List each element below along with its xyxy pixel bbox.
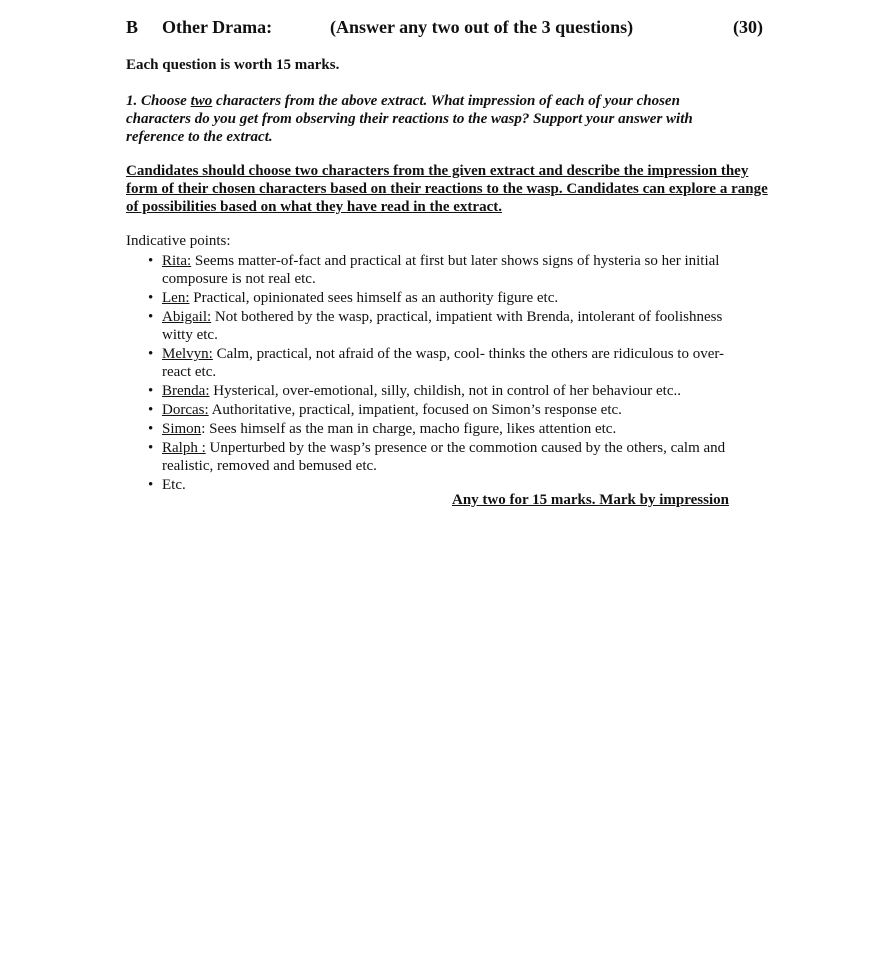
- bullet-icon: •: [148, 309, 154, 325]
- question-emphasis: two: [190, 93, 213, 109]
- character-impression: Practical, opinionated sees himself as an authority figure etc.: [189, 290, 559, 306]
- question-body: characters from the above extract. What impression of each of your chosen characters do you get from observing their reactions to the wasp? Support your answer with reference to the extract.: [126, 93, 693, 145]
- section-instruction: (Answer any two out of the 3 questions): [330, 17, 634, 37]
- character-name: Abigail:: [162, 309, 212, 325]
- indicative-points-list: [126, 252, 746, 495]
- question-text: [126, 92, 736, 146]
- character-name: Rita:: [162, 253, 192, 269]
- character-impression: Authoritative, practical, impatient, focused on Simon’s response etc.: [208, 402, 622, 418]
- character-name: Simon: [162, 421, 202, 437]
- list-item: [126, 420, 746, 438]
- character-impression: Hysterical, over-emotional, silly, childish, not in control of her behaviour etc..: [209, 383, 682, 399]
- character-name: Dorcas:: [162, 402, 209, 418]
- character-impression: : Sees himself as the man in charge, macho figure, likes attention etc.: [201, 421, 617, 437]
- bullet-icon: •: [148, 421, 154, 437]
- bullet-icon: •: [148, 383, 154, 399]
- bullet-icon: •: [148, 346, 154, 362]
- list-item: [126, 252, 746, 288]
- section-title: Other Drama:: [162, 17, 273, 37]
- marker-guidance: Candidates should choose two characters from the given extract and describe the impression they form of their chosen characters based on their reactions to the wasp. Candidates can explore a range of possibilities based on what they have read in the extract.: [126, 163, 768, 215]
- list-item-etc: Etc.: [162, 477, 186, 493]
- question-prefix: 1. Choose: [126, 93, 191, 109]
- character-name: Brenda:: [162, 383, 210, 399]
- character-impression: Calm, practical, not afraid of the wasp, cool- thinks the others are ridiculous to over-react etc.: [162, 346, 725, 380]
- section-letter: B: [126, 17, 139, 37]
- bullet-icon: •: [148, 440, 154, 456]
- bullet-icon: •: [148, 290, 154, 306]
- character-name: Melvyn:: [162, 346, 213, 362]
- list-item: [126, 289, 746, 307]
- bullet-icon: •: [148, 477, 154, 493]
- list-item: [126, 345, 746, 381]
- marks-note: Each question is worth 15 marks.: [126, 57, 340, 73]
- bullet-icon: •: [148, 253, 154, 269]
- marking-instruction: Any two for 15 marks. Mark by impression: [452, 492, 729, 508]
- section-marks: (30): [733, 17, 763, 37]
- list-item: [126, 308, 746, 344]
- list-item: [126, 382, 746, 400]
- character-impression: Seems matter-of-fact and practical at first but later shows signs of hysteria so her initial composure is not real etc.: [162, 253, 720, 287]
- character-impression: Not bothered by the wasp, practical, impatient with Brenda, intolerant of foolishness witty etc.: [162, 309, 723, 343]
- list-item: [126, 439, 746, 475]
- list-item: [126, 401, 746, 419]
- character-name: Ralph :: [162, 440, 206, 456]
- character-name: Len:: [162, 290, 190, 306]
- section-header: [126, 17, 766, 41]
- bullet-icon: •: [148, 402, 154, 418]
- character-impression: Unperturbed by the wasp’s presence or the commotion caused by the others, calm and realistic, removed and bemused etc.: [162, 440, 726, 474]
- indicative-heading: Indicative points:: [126, 233, 231, 249]
